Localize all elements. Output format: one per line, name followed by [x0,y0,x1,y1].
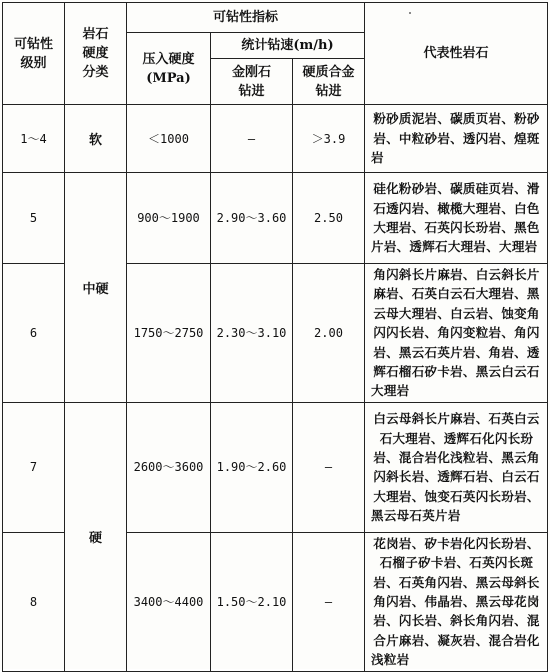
header-hardness-line-1: 岩石 [82,27,109,42]
header-diamond-line-2: 钻进 [238,83,265,99]
alloy-speed-cell: — [293,402,365,532]
header-pressure-line-1: 压入硬度 [142,51,195,67]
pressure-cell: 2600～3600 [127,402,211,532]
level-cell: 6 [3,264,65,403]
header-row-1 [3,3,548,33]
header-hardness-line-2: 硬度 [82,46,109,61]
header-drillability-indicator: 可钻性指标 [127,3,365,33]
level-cell: 1～4 [3,105,65,173]
table-row [3,173,548,264]
level-cell: 5 [3,173,65,264]
rocks-cell: 粉砂质泥岩、碳质页岩、粉砂岩、中粒砂岩、透闪岩、煌斑岩 [365,105,548,173]
header-diamond-line-1: 金刚石 [231,64,271,80]
header-drilling-speed: 统计钻速(m/h) [211,33,365,59]
hardness-medium: 中硬 [65,173,127,403]
rocks-cell: 角闪斜长片麻岩、白云斜长片麻岩、石英白云石大理岩、黑云母大理岩、白云岩、蚀变角闪闪长岩、角闪变粒岩、角闪岩、黑云石英片岩、角岩、透辉石榴石矽卡岩、黑云白云石大理岩 [365,264,548,403]
header-level-line-2: 级别 [20,55,47,71]
header-diamond-drilling [211,59,293,105]
header-hardness-class [65,3,127,105]
header-pressure-hardness [127,33,211,105]
rocks-cell: 白云母斜长片麻岩、石英白云石大理岩、透辉石化闪长玢岩、混合岩化浅粒岩、黑云角闪斜长岩、透辉石岩、白云石大理岩、蚀变石英闪长玢岩、黑云母石英片岩 [365,402,548,532]
pressure-cell: 3400～4400 [127,532,211,671]
diamond-speed-cell: 2.30～3.10 [211,264,293,403]
drillability-table [2,2,548,672]
hardness-soft: 软 [65,105,127,173]
alloy-speed-cell: 2.50 [293,173,365,264]
header-alloy-line-1: 硬质合金 [302,64,355,80]
diamond-speed-cell: 2.90～3.60 [211,173,293,264]
pressure-cell: ＜1000 [127,105,211,173]
header-hardness-line-3: 分类 [82,65,109,80]
header-alloy-drilling [293,59,365,105]
diamond-speed-cell: 1.90～2.60 [211,402,293,532]
alloy-speed-cell: ＞3.9 [293,105,365,173]
table-row [3,402,548,532]
header-level [3,3,65,105]
header-level-line-1: 可钻性 [13,36,53,52]
level-cell: 7 [3,402,65,532]
table-row [3,105,548,173]
header-alloy-line-2: 钻进 [315,83,342,99]
header-pressure-line-2: (MPa) [146,70,191,86]
diamond-speed-cell: 1.50～2.10 [211,532,293,671]
rocks-cell: 硅化粉砂岩、碳质硅页岩、滑石透闪岩、橄榄大理岩、白色大理岩、石英闪长玢岩、黑色片岩、透辉石大理岩、大理岩 [365,173,548,264]
pressure-cell: 1750～2750 [127,264,211,403]
pressure-cell: 900～1900 [127,173,211,264]
alloy-speed-cell: 2.00 [293,264,365,403]
hardness-hard: 硬 [65,402,127,671]
diamond-speed-cell: — [211,105,293,173]
level-cell: 8 [3,532,65,671]
rocks-cell: 花岗岩、矽卡岩化闪长玢岩、石榴子矽卡岩、石英闪长斑岩、石英角闪岩、黑云母斜长角闪岩、伟晶岩、黑云母花岗岩、闪长岩、斜长角闪岩、混合片麻岩、凝灰岩、混合岩化浅粒岩 [365,532,548,671]
alloy-speed-cell: — [293,532,365,671]
header-representative-rocks: 代表性岩石 [365,3,548,105]
